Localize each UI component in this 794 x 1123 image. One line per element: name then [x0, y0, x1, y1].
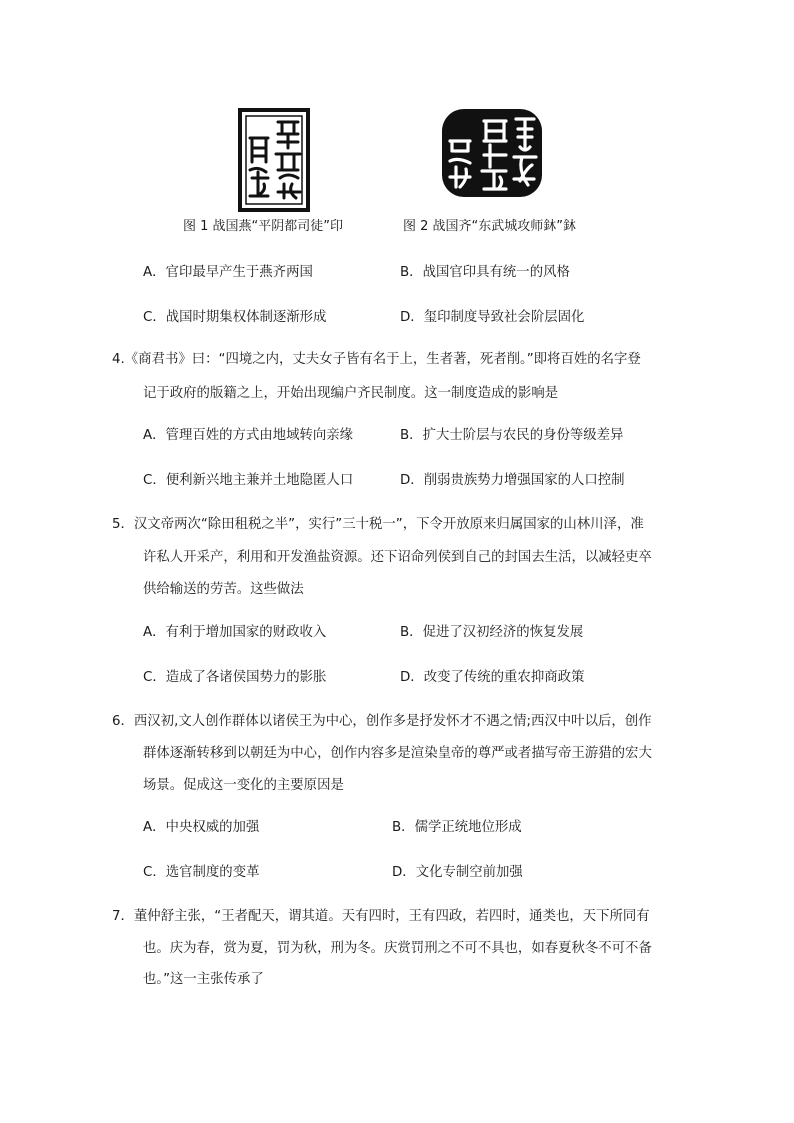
q6-option-b[interactable]: B．儒学正统地位形成 — [392, 820, 522, 835]
q4-option-d[interactable]: D．削弱贵族势力增强国家的人口控制 — [400, 473, 625, 488]
q4-stem-line-1: 4.《商君书》曰：“四境之内，丈夫女子皆有名于上，生者著，死者削。”即将百姓的名字登 — [112, 352, 641, 367]
q5-option-d[interactable]: D．改变了传统的重农抑商政策 — [400, 670, 585, 685]
q7-stem-line-3: 也。”这一主张传承了 — [143, 972, 264, 987]
q4-stem-line-2: 记于政府的版籍之上，开始出现编户齐民制度。这一制度造成的影响是 — [143, 386, 559, 401]
q4-option-c[interactable]: C．便利新兴地主兼并土地隐匿人口 — [143, 473, 354, 488]
q6-option-d[interactable]: D．文化专制空前加强 — [392, 865, 523, 880]
q6-stem-line-1: 6．西汉初,文人创作群体以诸侯王为中心，创作多是抒发怀才不遇之情;西汉中叶以后，创作 — [112, 714, 652, 729]
q3-option-d[interactable]: D．玺印制度导致社会阶层固化 — [400, 310, 585, 325]
q3-option-b[interactable]: B．战国官印具有统一的风格 — [400, 265, 570, 280]
q6-option-a[interactable]: A．中央权威的加强 — [143, 820, 260, 835]
q4-option-b[interactable]: B．扩大士阶层与农民的身份等级差异 — [400, 428, 624, 443]
seal-image-1 — [238, 108, 310, 212]
figure-1-caption: 图 1 战国燕“平阴都司徒”印 — [183, 219, 344, 234]
q7-stem-line-2: 也。庆为春，赏为夏，罚为秋，刑为冬。庆赏罚刑之不可不具也，如春夏秋冬不可不备 — [143, 941, 652, 956]
q7-stem-line-1: 7．董仲舒主张，“王者配天，谓其道。天有四时，王有四政，若四时，通类也，天下所同有 — [112, 909, 650, 924]
q5-option-c[interactable]: C．造成了各诸侯国势力的影胀 — [143, 670, 327, 685]
q5-stem-line-1: 5．汉文帝两次“除田租税之半”，实行”三十税一”，下令开放原来归属国家的山林川泽，准 — [112, 517, 644, 532]
q3-option-a[interactable]: A．官印最早产生于燕齐两国 — [143, 265, 313, 280]
q4-option-a[interactable]: A．管理百姓的方式由地域转向亲缘 — [143, 428, 354, 443]
q5-option-a[interactable]: A．有利于增加国家的财政收入 — [143, 625, 327, 640]
q5-stem-line-3: 供给输送的劳苦。这些做法 — [143, 582, 304, 597]
q6-stem-line-3: 场景。促成这一变化的主要原因是 — [143, 778, 344, 793]
figure-2-caption: 图 2 战国齐“东武城攻师鈢”鈢 — [403, 219, 577, 234]
q6-stem-line-2: 群体逐渐转移到以朝廷为中心，创作内容多是渲染皇帝的尊严或者描写帝王游猎的宏大 — [143, 746, 652, 761]
seal-image-2 — [440, 107, 544, 199]
q6-option-c[interactable]: C．选官制度的变革 — [143, 865, 260, 880]
q3-option-c[interactable]: C．战国时期集权体制逐渐形成 — [143, 310, 327, 325]
q5-stem-line-2: 许私人开采产，利用和开发渔盐资源。还下诏命列侯到自己的封国去生活，以减轻吏卒 — [143, 550, 652, 565]
q5-option-b[interactable]: B．促进了汉初经济的恢复发展 — [400, 625, 584, 640]
